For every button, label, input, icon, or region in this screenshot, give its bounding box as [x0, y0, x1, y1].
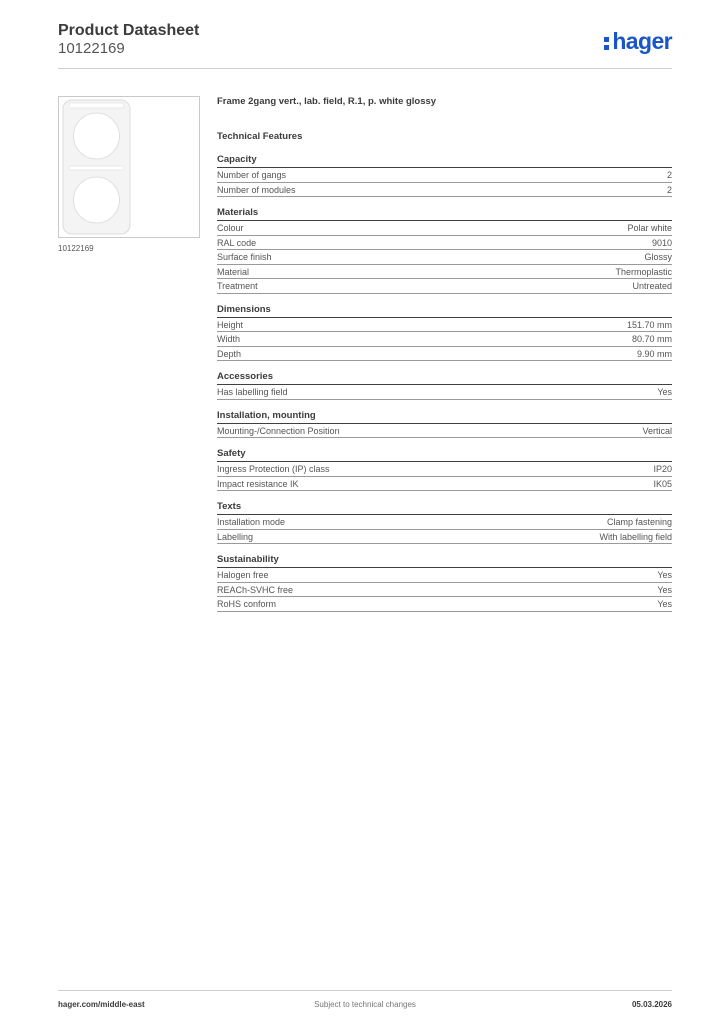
- spec-row: [217, 515, 672, 530]
- spec-row: [217, 568, 672, 583]
- spec-section: [217, 207, 672, 294]
- spec-section: [217, 501, 672, 544]
- spec-row: [217, 597, 672, 612]
- logo-text: hager: [612, 28, 672, 54]
- spec-row: [217, 385, 672, 400]
- specification-panel: [217, 95, 672, 622]
- spec-value: 2: [666, 170, 672, 180]
- page-footer: [58, 990, 672, 1013]
- spec-row: [217, 265, 672, 280]
- section-title: Capacity: [217, 154, 672, 168]
- spec-value: Untreated: [632, 281, 672, 291]
- spec-label: Installation mode: [217, 517, 286, 527]
- spec-row: [217, 424, 672, 439]
- section-title: Accessories: [217, 371, 672, 385]
- section-title: Safety: [217, 448, 672, 462]
- spec-value: IP20: [653, 464, 672, 474]
- spec-value: 151.70 mm: [626, 319, 672, 330]
- spec-label: Number of modules: [217, 184, 296, 195]
- spec-row: [217, 477, 672, 492]
- product-name: Frame 2gang vert., lab. field, R.1, p. white glossy: [217, 96, 437, 107]
- spec-label: Has labelling field: [217, 387, 288, 397]
- spec-section: [217, 154, 672, 197]
- spec-label: Width: [217, 334, 241, 344]
- footer-website: hager.com/middle-east: [58, 1000, 145, 1009]
- spec-value: Yes: [657, 570, 672, 580]
- spec-row: [217, 221, 672, 236]
- footer-date: 05.03.2026: [631, 1000, 672, 1009]
- spec-value: With labelling field: [599, 531, 672, 542]
- frame-2gang-vertical-image: [59, 97, 199, 237]
- spec-value: Vertical: [642, 425, 672, 436]
- spec-row: [217, 250, 672, 265]
- section-title: Materials: [217, 207, 672, 221]
- spec-label: Height: [217, 319, 244, 330]
- spec-value: 9010: [651, 237, 672, 248]
- spec-label: RAL code: [217, 237, 257, 248]
- hager-logo: [604, 26, 672, 56]
- document-number: 10122169: [58, 40, 125, 57]
- spec-row: [217, 183, 672, 198]
- spec-value: Clamp fastening: [606, 517, 672, 527]
- section-title: Dimensions: [217, 304, 672, 318]
- spec-section: [217, 371, 672, 400]
- spec-row: [217, 462, 672, 477]
- spec-label: Depth: [217, 348, 242, 359]
- spec-label: Halogen free: [217, 570, 269, 580]
- spec-value: IK05: [653, 478, 672, 489]
- spec-label: Mounting-/Connection Position: [217, 425, 340, 436]
- spec-label: Treatment: [217, 281, 258, 291]
- spec-label: Ingress Protection (IP) class: [217, 464, 330, 474]
- page-header: [58, 20, 672, 69]
- logo-colon-icon: [604, 34, 609, 50]
- spec-label: Number of gangs: [217, 170, 287, 180]
- image-caption: 10122169: [58, 244, 94, 253]
- spec-row: [217, 318, 672, 333]
- spec-row: [217, 168, 672, 183]
- spec-row: [217, 236, 672, 251]
- spec-value: Yes: [657, 387, 672, 397]
- spec-label: Surface finish: [217, 252, 272, 262]
- spec-value: 9.90 mm: [636, 348, 672, 359]
- section-title: Sustainability: [217, 554, 672, 568]
- spec-row: [217, 279, 672, 294]
- spec-label: RoHS conform: [217, 599, 277, 609]
- spec-label: REACh-SVHC free: [217, 584, 294, 595]
- section-title: Installation, mounting: [217, 410, 672, 424]
- footer-notice: Subject to technical changes: [314, 1000, 416, 1009]
- spec-label: Labelling: [217, 531, 254, 542]
- spec-value: Glossy: [644, 252, 672, 262]
- spec-row: [217, 530, 672, 545]
- spec-sections: [217, 154, 672, 612]
- spec-label: Colour: [217, 223, 244, 233]
- spec-section: [217, 304, 672, 362]
- document-title: Product Datasheet: [58, 22, 200, 39]
- spec-value: Yes: [657, 584, 672, 595]
- spec-section: [217, 410, 672, 439]
- spec-label: Material: [217, 266, 250, 277]
- spec-value: Thermoplastic: [615, 266, 672, 277]
- section-title: Texts: [217, 501, 672, 515]
- spec-label: Impact resistance IK: [217, 478, 299, 489]
- spec-row: [217, 347, 672, 362]
- spec-value: 2: [666, 184, 672, 195]
- technical-features-title: Technical Features: [217, 131, 303, 142]
- product-image: [58, 96, 200, 238]
- spec-value: 80.70 mm: [631, 334, 672, 344]
- spec-value: Yes: [657, 599, 672, 609]
- spec-section: [217, 448, 672, 491]
- spec-row: [217, 583, 672, 598]
- spec-section: [217, 554, 672, 612]
- spec-row: [217, 332, 672, 347]
- spec-value: Polar white: [627, 223, 672, 233]
